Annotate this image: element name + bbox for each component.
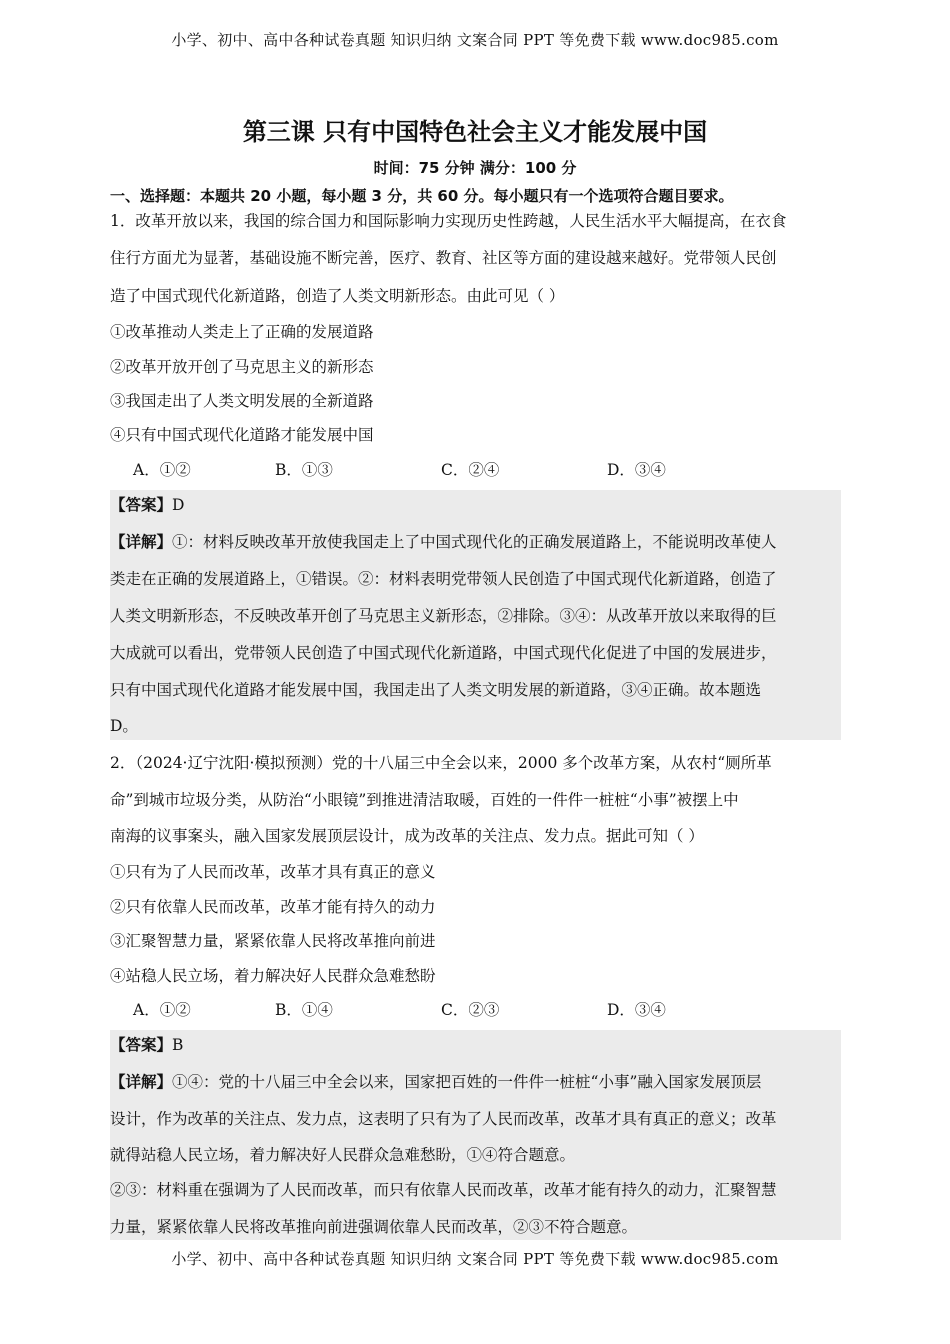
page-title: 第三课 只有中国特色社会主义才能发展中国 <box>242 118 708 146</box>
q2-explain-line: ②③：材料重在强调为了人民而改革，而只有依靠人民而改革，改革才能有持久的动力，汇聚智慧 <box>110 1181 777 1199</box>
q2-stem-line: 命”到城市垃圾分类，从防治“小眼镜”到推进清洁取暖，百姓的一件件一桩桩“小事”被摆上中 <box>110 791 739 809</box>
q2-explain-line: 【详解】①④：党的十八届三中全会以来，国家把百姓的一件件一桩桩“小事”融入国家发展顶层 <box>110 1072 762 1091</box>
page-header: 小学、初中、高中各种试卷真题 知识归纳 文案合同 PPT 等免费下载 www.doc985.com <box>171 31 779 49</box>
q2-answer <box>110 1028 840 1062</box>
q1-explain-line: D。 <box>110 717 138 735</box>
q1-explain-line: 大成就可以看出，党带领人民创造了中国式现代化新道路，中国式现代化促进了中国的发展进步， <box>110 644 777 662</box>
q2-option-b: B．①④ <box>275 1001 333 1019</box>
q1-answer <box>110 488 840 522</box>
q2-stem-line: 2．（2024·辽宁沈阳·模拟预测）党的十八届三中全会以来，2000 多个改革方案，从农村“厕所革 <box>110 754 772 772</box>
section-heading: 一、选择题：本题共 20 小题，每小题 3 分，共 60 分。每小题只有一个选项符合题目要求。 <box>110 187 734 205</box>
q2-statement: ③汇聚智慧力量，紧紧依靠人民将改革推向前进 <box>110 932 436 950</box>
q2-option-a: A．①② <box>133 1001 191 1019</box>
q2-explain-line: 力量，紧紧依靠人民将改革推向前进强调依靠人民而改革，②③不符合题意。 <box>110 1218 638 1236</box>
q1-option-b: B．①③ <box>275 461 333 479</box>
q1-explain-line: 类走在正确的发展道路上，①错误。②：材料表明党带领人民创造了中国式现代化新道路，创造了 <box>110 570 777 588</box>
q2-option-d: D．③④ <box>607 1001 666 1019</box>
q2-explain-line: 就得站稳人民立场，着力解决好人民群众急难愁盼，①④符合题意。 <box>110 1146 576 1164</box>
page-footer: 小学、初中、高中各种试卷真题 知识归纳 文案合同 PPT 等免费下载 www.doc985.com <box>171 1250 779 1268</box>
q1-explain-line: 只有中国式现代化道路才能发展中国，我国走出了人类文明发展的新道路，③④正确。故本题选 <box>110 681 762 699</box>
q1-statement: ②改革开放开创了马克思主义的新形态 <box>110 358 374 376</box>
explain-label: 【详解】 <box>110 1072 173 1091</box>
q1-explain-line: 人类文明新形态，不反映改革开创了马克思主义新形态，②排除。③④：从改革开放以来取得的巨 <box>110 607 777 625</box>
q1-stem-line: 1．改革开放以来，我国的综合国力和国际影响力实现历史性跨越，人民生活水平大幅提高，在衣食 <box>110 212 787 230</box>
q2-stem-line: 南海的议事案头，融入国家发展顶层设计，成为改革的关注点、发力点。据此可知（ ） <box>110 827 704 845</box>
q1-explain-line: 【详解】①：材料反映改革开放使我国走上了中国式现代化的正确发展道路上，不能说明改革使人 <box>110 532 777 551</box>
q1-option-a: A．①② <box>133 461 191 479</box>
q2-option-c: C．②③ <box>441 1001 500 1019</box>
q2-statement: ②只有依靠人民而改革，改革才能有持久的动力 <box>110 898 436 916</box>
q1-statement: ③我国走出了人类文明发展的全新道路 <box>110 392 374 410</box>
explain-label: 【详解】 <box>110 532 173 551</box>
q1-option-d: D．③④ <box>607 461 666 479</box>
answer-value: D <box>172 496 185 514</box>
exam-time-score: 时间：75 分钟 满分：100 分 <box>373 159 577 177</box>
answer-label: 【答案】 <box>110 1035 173 1054</box>
q1-stem-line: 住行方面尤为显著，基础设施不断完善，医疗、教育、社区等方面的建设越来越好。党带领人民创 <box>110 249 777 267</box>
q2-explain-line: 设计，作为改革的关注点、发力点，这表明了只有为了人民而改革，改革才具有真正的意义；改革 <box>110 1110 777 1128</box>
q2-statement: ④站稳人民立场，着力解决好人民群众急难愁盼 <box>110 967 436 985</box>
q1-statement: ①改革推动人类走上了正确的发展道路 <box>110 323 374 341</box>
q1-stem-line: 造了中国式现代化新道路，创造了人类文明新形态。由此可见（ ） <box>110 287 565 305</box>
answer-label: 【答案】 <box>110 495 173 514</box>
q1-option-c: C．②④ <box>441 461 500 479</box>
answer-value: B <box>172 1036 184 1054</box>
q1-statement: ④只有中国式现代化道路才能发展中国 <box>110 426 374 444</box>
q2-statement: ①只有为了人民而改革，改革才具有真正的意义 <box>110 863 436 881</box>
